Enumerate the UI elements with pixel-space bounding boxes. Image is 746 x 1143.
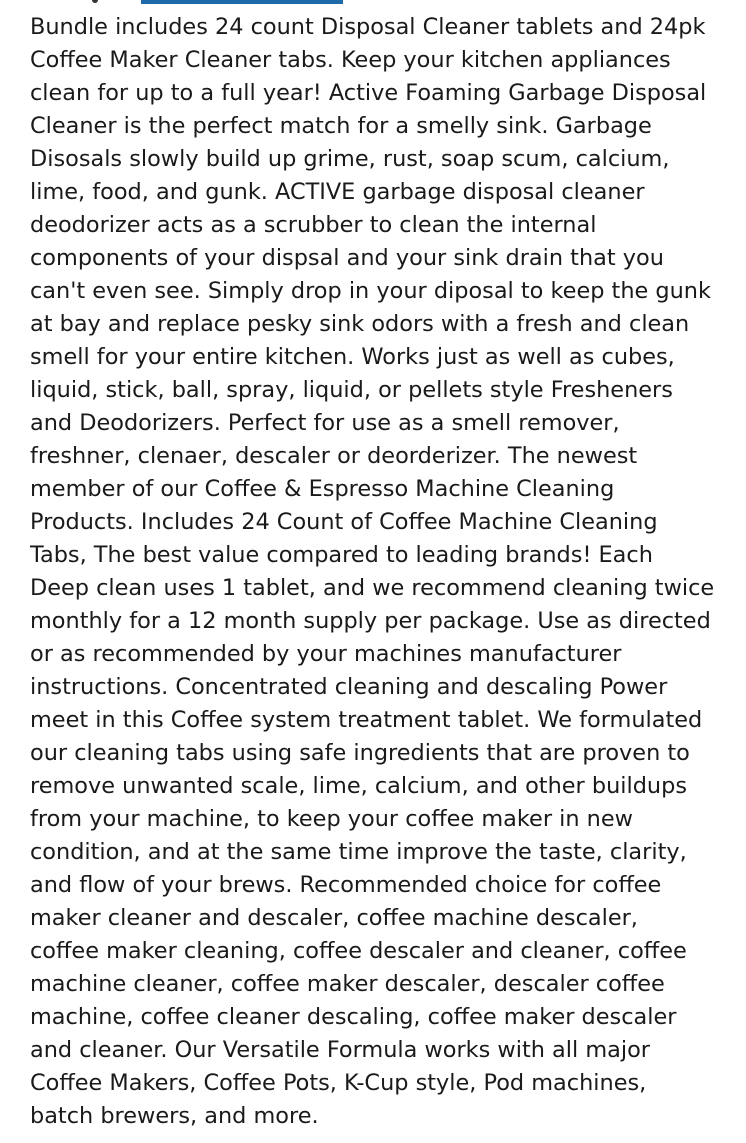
description-line: machine, coffee cleaner descaling, coffee maker descaler [30,1004,677,1030]
description-line: and flow of your brews. Recommended choice for coffee [30,872,662,898]
description-line: clean for up to a full year! Active Foaming Garbage Disposal [30,80,707,106]
description-line: smell for your entire kitchen. Works just as well as cubes, [30,344,675,370]
description-line: and Deodorizers. Perfect for use as a smell remover, [30,410,620,436]
active-tab-indicator [141,0,343,4]
description-line: Coffee Maker Cleaner tabs. Keep your kitchen appliances [30,47,671,73]
description-line: deodorizer acts as a scrubber to clean the internal [30,212,597,238]
description-line: coffee maker cleaning, coffee descaler and cleaner, coffee [30,938,687,964]
description-line: can't even see. Simply drop in your diposal to keep the gunk [30,278,711,304]
top-edge-mark [92,0,98,3]
description-line: Deep clean uses 1 tablet, and we recommend cleaning twice [30,575,715,601]
description-line: liquid, stick, ball, spray, liquid, or pellets style Fresheners [30,377,673,403]
description-line: components of your dispsal and your sink drain that you [30,245,664,271]
description-line: Coffee Makers, Coffee Pots, K-Cup style, Pod machines, [30,1070,647,1096]
description-line: instructions. Concentrated cleaning and descaling Power [30,674,668,700]
product-description [30,11,730,1133]
description-line: lime, food, and gunk. ACTIVE garbage disposal cleaner [30,179,645,205]
description-line: and cleaner. Our Versatile Formula works with all major [30,1037,650,1063]
description-line: remove unwanted scale, lime, calcium, and other buildups [30,773,687,799]
description-line: Bundle includes 24 count Disposal Cleaner tablets and 24pk [30,14,706,40]
description-line: Disosals slowly build up grime, rust, soap scum, calcium, [30,146,670,172]
description-line: freshner, clenaer, descaler or deorderizer. The newest [30,443,638,469]
description-line: our cleaning tabs using safe ingredients that are proven to [30,740,690,766]
description-line: Cleaner is the perfect match for a smelly sink. Garbage [30,113,652,139]
description-line: batch brewers, and more. [30,1103,319,1129]
description-line: member of our Coffee & Espresso Machine Cleaning [30,476,615,502]
description-line: from your machine, to keep your coffee maker in new [30,806,633,832]
description-line: meet in this Coffee system treatment tablet. We formulated [30,707,703,733]
description-line: condition, and at the same time improve the taste, clarity, [30,839,687,865]
description-line: or as recommended by your machines manufacturer [30,641,622,667]
description-line: Products. Includes 24 Count of Coffee Machine Cleaning [30,509,658,535]
description-line: monthly for a 12 month supply per package. Use as directed [30,608,711,634]
description-line: machine cleaner, coffee maker descaler, descaler coffee [30,971,665,997]
description-line: at bay and replace pesky sink odors with a fresh and clean [30,311,690,337]
description-line: maker cleaner and descaler, coffee machine descaler, [30,905,638,931]
description-line: Tabs, The best value compared to leading brands! Each [30,542,653,568]
